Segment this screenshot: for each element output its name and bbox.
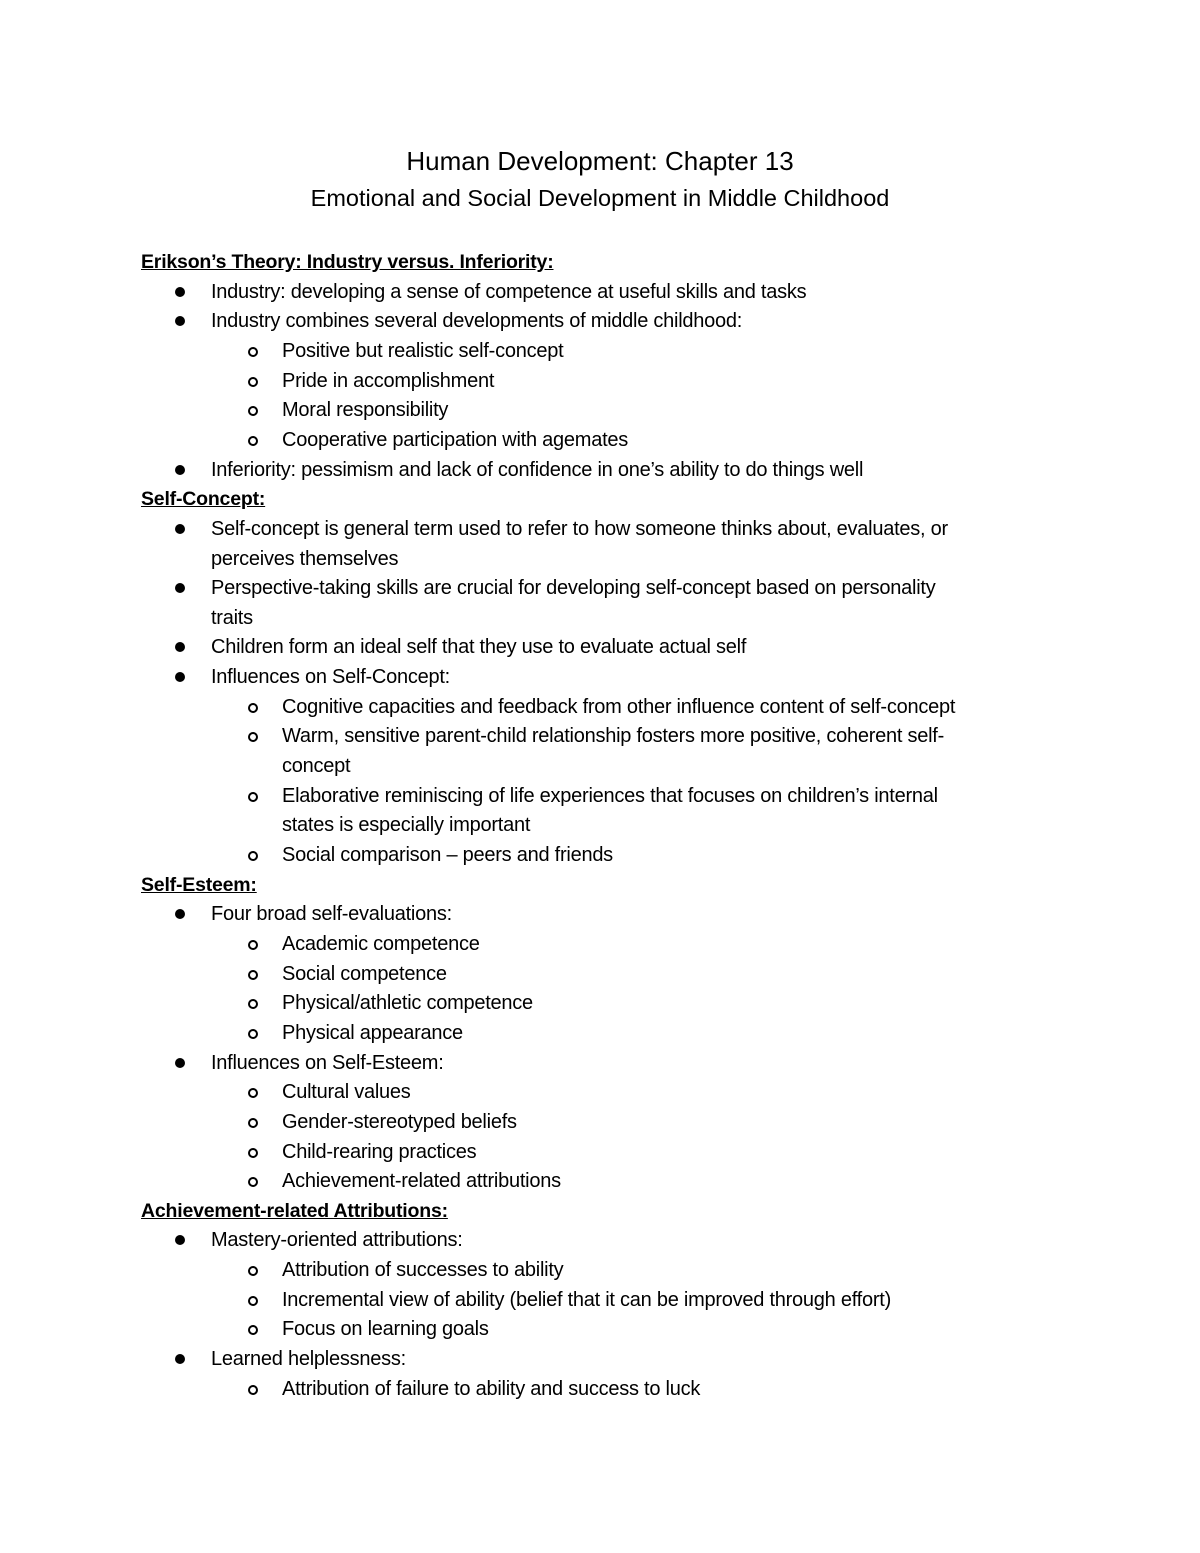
sub-bullet-icon: [248, 703, 258, 713]
sub-list-item: Academic competence: [282, 932, 480, 955]
bullet-icon: [175, 524, 185, 534]
sub-list-item: Warm, sensitive parent-child relationship fosters more positive, coherent self-: [282, 725, 945, 748]
bullet-icon: [175, 909, 185, 919]
list-item: Inferiority: pessimism and lack of confidence in one’s ability to do things well: [211, 458, 864, 481]
bullet-icon: [175, 672, 185, 682]
list-item: Children form an ideal self that they use to evaluate actual self: [211, 636, 747, 659]
sub-list-item: Cultural values: [282, 1081, 411, 1104]
sub-bullet-icon: [248, 436, 258, 446]
sub-bullet-icon: [248, 970, 258, 980]
sub-list-item: Child-rearing practices: [282, 1140, 477, 1163]
sub-bullet-icon: [248, 851, 258, 861]
sub-bullet-icon: [248, 1118, 258, 1128]
sub-bullet-icon: [248, 940, 258, 950]
section-heading: Achievement-related Attributions:: [141, 1199, 448, 1222]
list-item: Industry: developing a sense of competence at useful skills and tasks: [211, 280, 807, 303]
sub-bullet-icon: [248, 732, 258, 742]
list-item: Industry combines several developments of middle childhood:: [211, 310, 743, 333]
list-item-continuation: traits: [211, 606, 253, 629]
list-item-continuation: concept: [282, 755, 351, 778]
sub-list-item: Attribution of failure to ability and success to luck: [282, 1377, 701, 1400]
document-subtitle: Emotional and Social Development in Middle Childhood: [310, 185, 890, 211]
bullet-icon: [175, 583, 185, 593]
sub-bullet-icon: [248, 1296, 258, 1306]
bullet-icon: [175, 1058, 185, 1068]
sub-list-item: Physical appearance: [282, 1021, 463, 1044]
bullet-icon: [175, 642, 185, 652]
sub-list-item: Incremental view of ability (belief that it can be improved through effort): [282, 1288, 891, 1311]
bullet-icon: [175, 1354, 185, 1364]
sub-bullet-icon: [248, 1029, 258, 1039]
list-item: Four broad self-evaluations:: [211, 903, 452, 926]
sub-bullet-icon: [248, 1088, 258, 1098]
sub-bullet-icon: [248, 1177, 258, 1187]
section-heading: Erikson’s Theory: Industry versus. Inferiority:: [141, 251, 554, 273]
sub-list-item: Physical/athletic competence: [282, 992, 533, 1015]
sub-bullet-icon: [248, 1325, 258, 1335]
sub-bullet-icon: [248, 1148, 258, 1158]
sub-list-item: Cognitive capacities and feedback from other influence content of self-concept: [282, 695, 956, 718]
bullet-icon: [175, 287, 185, 297]
sub-bullet-icon: [248, 999, 258, 1009]
section-heading: Self-Concept:: [141, 488, 266, 511]
list-item: Influences on Self-Concept:: [211, 666, 450, 689]
sub-bullet-icon: [248, 1385, 258, 1395]
sub-bullet-icon: [248, 347, 258, 357]
sub-list-item: Moral responsibility: [282, 399, 449, 422]
bullet-icon: [175, 316, 185, 326]
section-heading: Self-Esteem:: [141, 873, 257, 896]
sub-bullet-icon: [248, 377, 258, 387]
document-title: Human Development: Chapter 13: [406, 146, 794, 176]
sub-list-item: Gender-stereotyped beliefs: [282, 1110, 517, 1133]
sub-list-item: Attribution of successes to ability: [282, 1259, 564, 1282]
sub-list-item: Social comparison – peers and friends: [282, 844, 613, 866]
list-item-continuation: states is especially important: [282, 814, 531, 837]
list-item-continuation: perceives themselves: [211, 547, 399, 570]
list-item: Perspective-taking skills are crucial for developing self-concept based on personality: [211, 577, 936, 600]
sub-list-item: Elaborative reminiscing of life experiences that focuses on children’s internal: [282, 784, 938, 807]
sub-bullet-icon: [248, 1266, 258, 1276]
bullet-icon: [175, 465, 185, 475]
sub-list-item: Social competence: [282, 962, 447, 985]
sub-list-item: Pride in accomplishment: [282, 369, 495, 392]
sub-list-item: Achievement-related attributions: [282, 1170, 561, 1193]
sub-list-item: Cooperative participation with agemates: [282, 428, 629, 451]
list-item: Mastery-oriented attributions:: [211, 1229, 463, 1252]
sub-list-item: Positive but realistic self-concept: [282, 339, 564, 362]
list-item: Self-concept is general term used to refer to how someone thinks about, evaluates, or: [211, 517, 948, 540]
sub-bullet-icon: [248, 792, 258, 802]
list-item: Influences on Self-Esteem:: [211, 1051, 444, 1074]
sub-bullet-icon: [248, 406, 258, 416]
list-item: Learned helplessness:: [211, 1348, 406, 1371]
bullet-icon: [175, 1235, 185, 1245]
sub-list-item: Focus on learning goals: [282, 1318, 489, 1341]
